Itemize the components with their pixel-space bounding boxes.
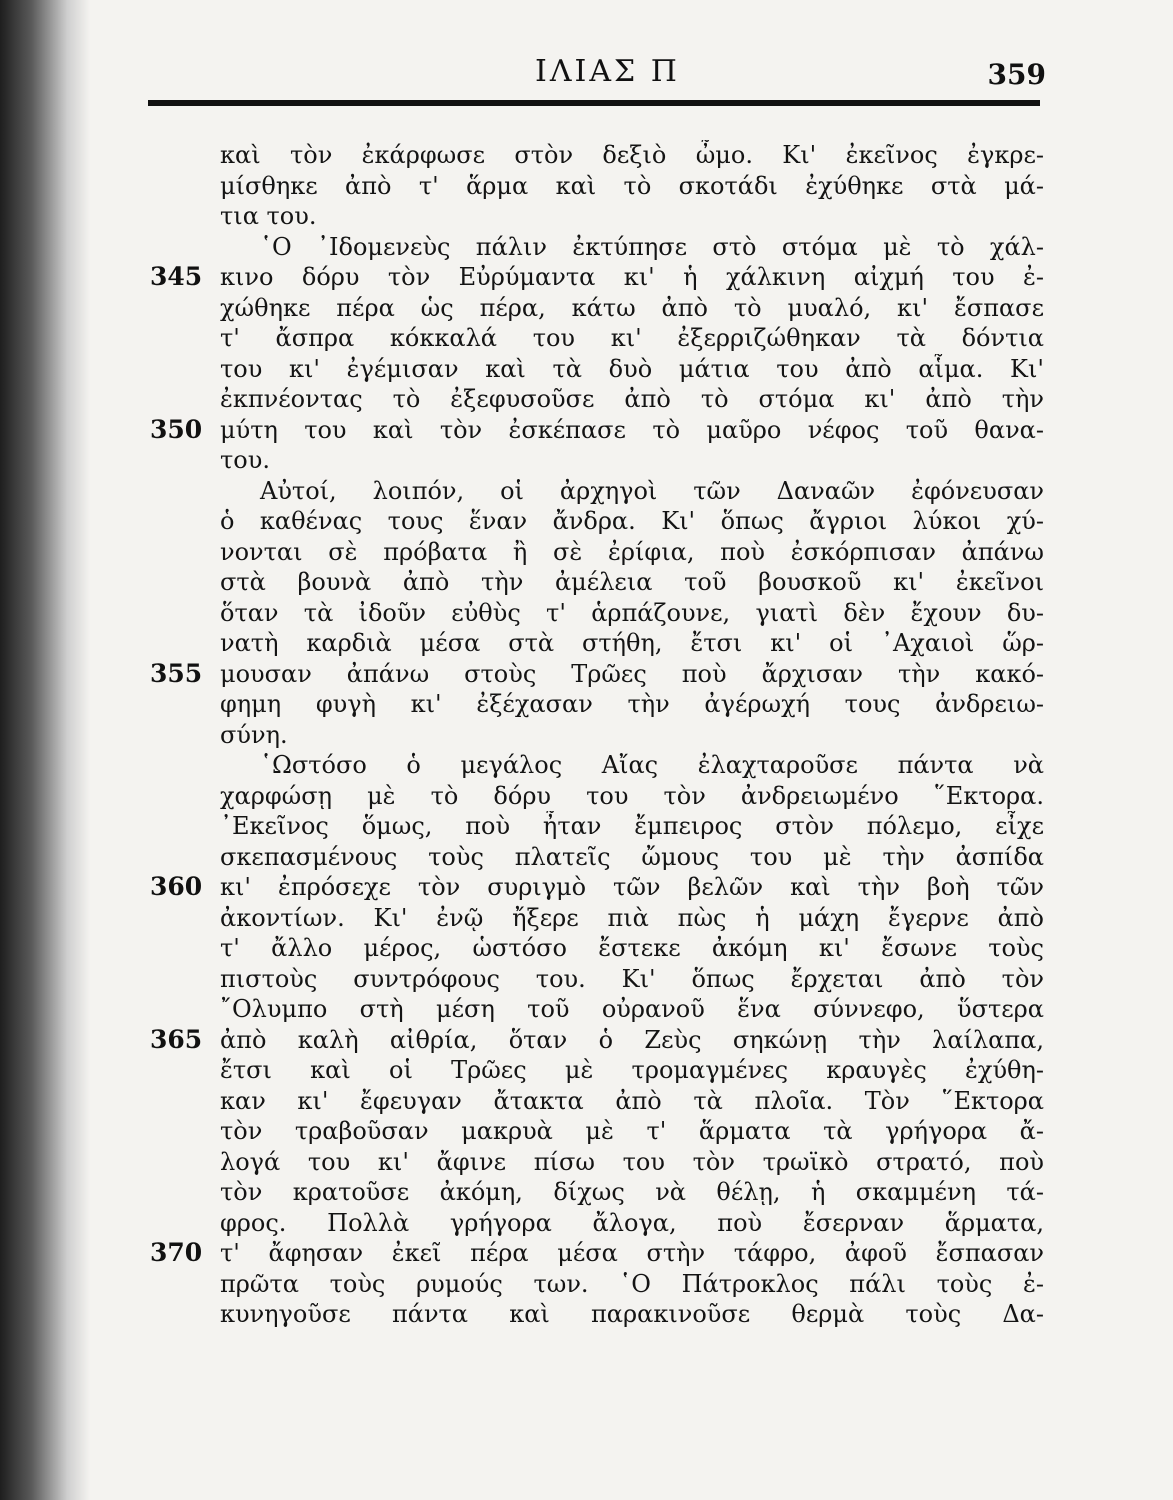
text-line: [150, 1147, 1046, 1178]
page-number: 359: [987, 58, 1046, 91]
text-line: [150, 262, 1046, 293]
text-line: [150, 781, 1046, 812]
line-text: μύτη του καὶ τὸν ἐσκέπασε τὸ μαῦρο νέφος τοῦ θανα-: [220, 415, 1044, 444]
line-text: κινο δόρυ τὸν Εὐρύμαντα κι' ἡ χάλκινη αἰχμή του ἐ-: [220, 263, 1044, 291]
text-line: [150, 964, 1046, 995]
text-line: [150, 628, 1046, 659]
text-line: [150, 994, 1046, 1025]
text-line: [150, 384, 1046, 415]
text-line: [150, 354, 1046, 385]
line-number: 345: [150, 262, 203, 291]
text-line: [150, 1086, 1046, 1117]
text-line: [150, 598, 1046, 629]
line-text: καὶ τὸν ἐκάρφωσε στὸν δεξιὸ ὦμο. Κι' ἐκεῖνος ἐγκρε-: [220, 141, 1044, 169]
line-text: χώθηκε πέρα ὡς πέρα, κάτω ἀπὸ τὸ μυαλό, κι' ἔσπασε: [220, 293, 1044, 322]
text-line: [150, 201, 1046, 232]
text-line: [150, 903, 1046, 934]
text-line: [150, 1177, 1046, 1208]
line-text: μίσθηκε ἀπὸ τ' ἅρμα καὶ τὸ σκοτάδι ἐχύθηκε στὰ μά-: [220, 171, 1044, 200]
line-text: χαρφώσῃ μὲ τὸ δόρυ του τὸν ἀνδρειωμένο ῞Εκτορα.: [220, 781, 1044, 810]
line-text: ἀπὸ καλὴ αἰθρία, ὅταν ὁ Ζεὺς σηκώνῃ τὴν λαίλαπα,: [220, 1025, 1044, 1054]
text-line: [150, 1238, 1046, 1269]
line-number: 350: [150, 414, 203, 444]
line-text: τὸν κρατοῦσε ἀκόμη, δίχως νὰ θέλῃ, ἡ σκαμμένη τά-: [220, 1178, 1044, 1206]
line-text: ὁ καθένας τους ἕναν ἄνδρα. Κι' ὅπως ἄγριοι λύκοι χύ-: [220, 507, 1044, 535]
line-text: ἔτσι καὶ οἱ Τρῶες μὲ τρομαγμένες κραυγὲς ἐχύθη-: [220, 1056, 1044, 1084]
text-line: [150, 415, 1046, 446]
text-line: [150, 445, 1046, 476]
text-line: [150, 323, 1046, 354]
text-line: [150, 872, 1046, 903]
line-text: πιστοὺς συντρόφους του. Κι' ὅπως ἔρχεται ἀπὸ τὸν: [220, 964, 1044, 993]
line-text: λογά του κι' ἄφινε πίσω του τὸν τρωϊκὸ στρατό, ποὺ: [220, 1147, 1044, 1176]
line-number: 360: [150, 872, 203, 901]
line-text: ῎Ολυμπο στὴ μέση τοῦ οὐρανοῦ ἕνα σύννεφο, ὕστερα: [220, 995, 1044, 1023]
line-text: κι' ἐπρόσεχε τὸν συριγμὸ τῶν βελῶν καὶ τὴν βοὴ τῶν: [220, 873, 1044, 901]
line-text: πρῶτα τοὺς ρυμούς των. ῾Ο Πάτροκλος πάλι τοὺς ἐ-: [220, 1269, 1044, 1298]
line-text: νονται σὲ πρόβατα ἢ σὲ ἐρίφια, ποὺ ἐσκόρπισαν ἀπάνω: [220, 537, 1044, 566]
text-line: [150, 842, 1046, 873]
header-rule: [148, 100, 1040, 106]
text-line: [150, 1055, 1046, 1086]
text-line: [150, 1025, 1046, 1056]
text-line: [150, 1269, 1046, 1300]
line-number: 365: [150, 1024, 203, 1054]
text-line: [150, 476, 1046, 507]
line-text: φρος. Πολλὰ γρήγορα ἄλογα, ποὺ ἔσερναν ἅρματα,: [220, 1208, 1044, 1237]
line-text: Αὐτοί, λοιπόν, οἱ ἀρχηγοὶ τῶν Δαναῶν ἐφόνευσαν: [260, 476, 1044, 505]
line-text: στὰ βουνὰ ἀπὸ τὴν ἀμέλεια τοῦ βουσκοῦ κι' ἐκεῖνοι: [220, 568, 1044, 596]
text-line: [150, 567, 1046, 598]
line-text: ἐκπνέοντας τὸ ἐξεφυσοῦσε ἀπὸ τὸ στόμα κι' ἀπὸ τὴν: [220, 385, 1044, 413]
text-line: [150, 171, 1046, 202]
line-text: ῾Ωστόσο ὁ μεγάλος Αἴας ἐλαχταροῦσε πάντα νὰ: [260, 751, 1044, 779]
text-line: [150, 720, 1046, 751]
line-text: φημη φυγὴ κι' ἐξέχασαν τὴν ἀγέρωχή τους ἀνδρειω-: [220, 690, 1044, 718]
line-text: ἀκοντίων. Κι' ἐνῷ ἤξερε πιὰ πὼς ἡ μάχη ἔγερνε ἀπὸ: [220, 903, 1044, 932]
text-line: [150, 140, 1046, 171]
line-text: του κι' ἐγέμισαν καὶ τὰ δυὸ μάτια του ἀπὸ αἷμα. Κι': [220, 354, 1044, 383]
line-number: 355: [150, 658, 203, 688]
text-line: [150, 1208, 1046, 1239]
line-text: τὸν τραβοῦσαν μακρυὰ μὲ τ' ἅρματα τὰ γρήγορα ἄ-: [220, 1117, 1044, 1145]
line-text: τ' ἄλλο μέρος, ὡστόσο ἔστεκε ἀκόμη κι' ἔσωνε τοὺς: [220, 934, 1044, 962]
line-text: ὅταν τὰ ἰδοῦν εὐθὺς τ' ἁρπάζουνε, γιατὶ δὲν ἔχουν δυ-: [220, 598, 1044, 627]
line-text: νατὴ καρδιὰ μέσα στὰ στήθη, ἔτσι κι' οἱ ᾽Αχαιοὶ ὥρ-: [220, 629, 1044, 657]
book-spine-shadow: [0, 0, 90, 1500]
text-line: [150, 506, 1046, 537]
text-line: [150, 293, 1046, 324]
text-line: [150, 1116, 1046, 1147]
text-line: [150, 537, 1046, 568]
line-text: του.: [220, 446, 270, 474]
text-line: [150, 659, 1046, 690]
text-line: [150, 811, 1046, 842]
page-header: [150, 52, 1050, 92]
line-text: καν κι' ἔφευγαν ἄτακτα ἀπὸ τὰ πλοῖα. Τὸν ῞Εκτορα: [220, 1086, 1044, 1115]
line-text: σύνη.: [220, 720, 288, 749]
text-line: [150, 750, 1046, 781]
line-text: ῾Ο ᾽Ιδομενεὺς πάλιν ἐκτύπησε στὸ στόμα μὲ τὸ χάλ-: [260, 232, 1044, 261]
body-text: [150, 140, 1046, 1330]
line-text: μουσαν ἀπάνω στοὺς Τρῶες ποὺ ἄρχισαν τὴν κακό-: [220, 659, 1044, 688]
text-line: [150, 232, 1046, 263]
line-text: ᾽Εκεῖνος ὅμως, ποὺ ἦταν ἔμπειρος στὸν πόλεμο, εἶχε: [220, 812, 1044, 840]
line-text: σκεπασμένους τοὺς πλατεῖς ὤμους του μὲ τὴν ἀσπίδα: [220, 842, 1044, 871]
running-title: ΙΛΙΑΣ Π: [535, 54, 680, 89]
text-line: [150, 1299, 1046, 1330]
line-number: 370: [150, 1238, 203, 1267]
text-line: [150, 933, 1046, 964]
text-line: [150, 689, 1046, 720]
line-text: τ' ἄφησαν ἐκεῖ πέρα μέσα στὴν τάφρο, ἀφοῦ ἔσπασαν: [220, 1239, 1044, 1267]
line-text: κυνηγοῦσε πάντα καὶ παρακινοῦσε θερμὰ τοὺς Δα-: [220, 1300, 1044, 1328]
line-text: τια του.: [220, 202, 317, 230]
line-text: τ' ἄσπρα κόκκαλά του κι' ἐξερριζώθηκαν τὰ δόντια: [220, 324, 1044, 352]
